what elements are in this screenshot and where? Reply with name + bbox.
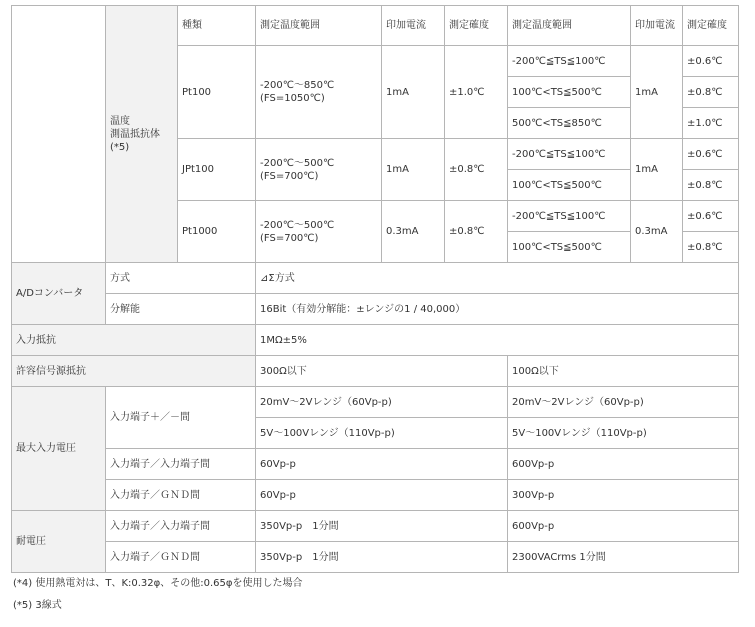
- range-detail: -200℃≦TS≦100℃: [508, 46, 631, 77]
- max-voltage-label: 最大入力電圧: [12, 387, 106, 511]
- table-row: [12, 294, 739, 325]
- accuracy-detail: ±0.6℃: [683, 139, 739, 170]
- withstand-ig-b: 2300VACrms 1分間: [508, 542, 739, 573]
- max-voltage-ii-a: 60Vp-p: [256, 449, 508, 480]
- sensor-range: -200℃～850℃ (FS=1050℃): [256, 46, 382, 139]
- max-voltage-pm-a1: 20mV～2Vレンジ（60Vp-p): [256, 387, 508, 418]
- range-detail: 100℃<TS≦500℃: [508, 77, 631, 108]
- accuracy-detail: ±0.6℃: [683, 46, 739, 77]
- table-row: [12, 511, 739, 542]
- sensor-current-detail: 0.3mA: [631, 201, 683, 263]
- table-row: [12, 449, 739, 480]
- header-range-detail: 測定温度範囲: [508, 6, 631, 46]
- adc-method-label: 方式: [106, 263, 256, 294]
- range-detail: -200℃≦TS≦100℃: [508, 139, 631, 170]
- input-resistance-label: 入力抵抗: [12, 325, 256, 356]
- rtd-label: 温度 測温抵抗体 (*5): [106, 6, 178, 263]
- table-header-row: [12, 6, 739, 46]
- withstand-ii-label: 入力端子／入力端子間: [106, 511, 256, 542]
- source-resistance-value-a: 300Ω以下: [256, 356, 508, 387]
- header-range: 測定温度範囲: [256, 6, 382, 46]
- max-voltage-ig-b: 300Vp-p: [508, 480, 739, 511]
- range-detail: 500℃<TS≦850℃: [508, 108, 631, 139]
- sensor-accuracy: ±0.8℃: [445, 201, 508, 263]
- max-voltage-ig-label: 入力端子／ＧＮＤ間: [106, 480, 256, 511]
- footnotes: [13, 573, 302, 617]
- sensor-type: JPt100: [178, 139, 256, 201]
- max-voltage-pm-a2: 5V～100Vレンジ（110Vp-p): [256, 418, 508, 449]
- sensor-current: 0.3mA: [382, 201, 445, 263]
- range-detail: 100℃<TS≦500℃: [508, 170, 631, 201]
- accuracy-detail: ±0.8℃: [683, 170, 739, 201]
- max-voltage-pm-b2: 5V～100Vレンジ（110Vp-p): [508, 418, 739, 449]
- header-current: 印加電流: [382, 6, 445, 46]
- header-accuracy-detail: 測定確度: [683, 6, 739, 46]
- max-voltage-pm-label: 入力端子＋／－間: [106, 387, 256, 449]
- table-row: [12, 325, 739, 356]
- sensor-current-detail: 1mA: [631, 46, 683, 139]
- footnote-5: (*5) 3線式: [13, 600, 62, 611]
- accuracy-detail: ±0.6℃: [683, 201, 739, 232]
- sensor-current: 1mA: [382, 46, 445, 139]
- sensor-accuracy: ±1.0℃: [445, 46, 508, 139]
- range-detail: -200℃≦TS≦100℃: [508, 201, 631, 232]
- table-row: [12, 542, 739, 573]
- sensor-current-detail: 1mA: [631, 139, 683, 201]
- header-type: 種類: [178, 6, 256, 46]
- withstand-ig-label: 入力端子／ＧＮＤ間: [106, 542, 256, 573]
- withstand-ii-a: 350Vp-p 1分間: [256, 511, 508, 542]
- input-resistance-value: 1MΩ±5%: [256, 325, 739, 356]
- table-row: [12, 387, 739, 418]
- max-voltage-ii-b: 600Vp-p: [508, 449, 739, 480]
- max-voltage-ig-a: 60Vp-p: [256, 480, 508, 511]
- sensor-type: Pt100: [178, 46, 256, 139]
- max-voltage-pm-b1: 20mV～2Vレンジ（60Vp-p): [508, 387, 739, 418]
- source-resistance-label: 許容信号源抵抗: [12, 356, 256, 387]
- adc-method-value: ⊿Σ方式: [256, 263, 739, 294]
- header-accuracy: 測定確度: [445, 6, 508, 46]
- withstand-ig-a: 350Vp-p 1分間: [256, 542, 508, 573]
- adc-resolution-label: 分解能: [106, 294, 256, 325]
- accuracy-detail: ±1.0℃: [683, 108, 739, 139]
- sensor-range: -200℃～500℃ (FS=700℃): [256, 201, 382, 263]
- table-row: [12, 263, 739, 294]
- empty-corner-cell: [12, 6, 106, 263]
- sensor-accuracy: ±0.8℃: [445, 139, 508, 201]
- withstand-label: 耐電圧: [12, 511, 106, 573]
- spec-table: [11, 5, 739, 573]
- range-detail: 100℃<TS≦500℃: [508, 232, 631, 263]
- table-row: [12, 356, 739, 387]
- sensor-type: Pt1000: [178, 201, 256, 263]
- footnote-4: (*4) 使用熱電対は、T、K:0.32φ、その他:0.65φを使用した場合: [13, 578, 303, 589]
- accuracy-detail: ±0.8℃: [683, 232, 739, 263]
- withstand-ii-b: 600Vp-p: [508, 511, 739, 542]
- header-current-detail: 印加電流: [631, 6, 683, 46]
- sensor-current: 1mA: [382, 139, 445, 201]
- adc-resolution-value: 16Bit（有効分解能：±レンジの1 / 40,000）: [256, 294, 739, 325]
- source-resistance-value-b: 100Ω以下: [508, 356, 739, 387]
- accuracy-detail: ±0.8℃: [683, 77, 739, 108]
- sensor-range: -200℃～500℃ (FS=700℃): [256, 139, 382, 201]
- table-row: [12, 480, 739, 511]
- max-voltage-ii-label: 入力端子／入力端子間: [106, 449, 256, 480]
- adc-label: A/Dコンバータ: [12, 263, 106, 325]
